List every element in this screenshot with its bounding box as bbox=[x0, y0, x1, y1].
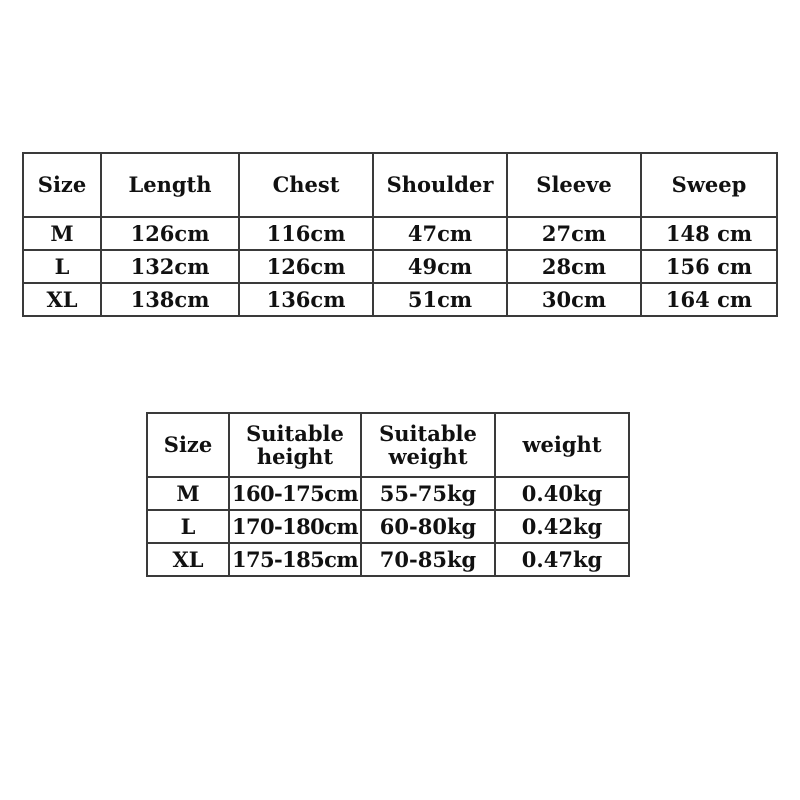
table-row bbox=[147, 477, 629, 510]
table-cell: 60-80kg bbox=[361, 510, 495, 543]
header-cell-weight bbox=[495, 413, 629, 477]
table-cell: 0.42kg bbox=[495, 510, 629, 543]
table-cell: 170-180cm bbox=[229, 510, 361, 543]
table-cell: 156 cm bbox=[641, 250, 777, 283]
header-cell-suitable-height bbox=[229, 413, 361, 477]
table-cell: 51cm bbox=[373, 283, 507, 316]
table-row bbox=[23, 250, 777, 283]
table-row bbox=[23, 217, 777, 250]
header-cell-suitable-weight bbox=[361, 413, 495, 477]
measurements-table bbox=[22, 152, 778, 317]
table-cell: 116cm bbox=[239, 217, 373, 250]
table-cell: XL bbox=[23, 283, 101, 316]
table-cell: M bbox=[23, 217, 101, 250]
header-cell-shoulder: Shoulder bbox=[373, 153, 507, 217]
table-cell: 27cm bbox=[507, 217, 641, 250]
header-cell-chest: Chest bbox=[239, 153, 373, 217]
table-cell: 55-75kg bbox=[361, 477, 495, 510]
table-cell: 0.40kg bbox=[495, 477, 629, 510]
table-cell: 126cm bbox=[101, 217, 239, 250]
table-row bbox=[147, 510, 629, 543]
table-cell: 30cm bbox=[507, 283, 641, 316]
fit-table bbox=[146, 412, 630, 577]
header-text-line2: height bbox=[256, 444, 334, 469]
table-header-row bbox=[23, 153, 777, 217]
table-cell: 126cm bbox=[239, 250, 373, 283]
table-header-row bbox=[147, 413, 629, 477]
header-cell-size bbox=[147, 413, 229, 477]
header-text: weight bbox=[522, 432, 602, 458]
table-cell: 0.47kg bbox=[495, 543, 629, 576]
table-cell: 132cm bbox=[101, 250, 239, 283]
header-cell-size: Size bbox=[23, 153, 101, 217]
header-text-line2: weight bbox=[388, 444, 468, 469]
table-cell: 138cm bbox=[101, 283, 239, 316]
table-cell: M bbox=[147, 477, 229, 510]
header-text: Size bbox=[163, 432, 213, 458]
header-cell-sweep: Sweep bbox=[641, 153, 777, 217]
header-cell-sleeve: Sleeve bbox=[507, 153, 641, 217]
table-cell: 164 cm bbox=[641, 283, 777, 316]
table-cell: 47cm bbox=[373, 217, 507, 250]
table-cell: 160-175cm bbox=[229, 477, 361, 510]
table-row bbox=[147, 543, 629, 576]
header-text-line1: Suitable bbox=[379, 420, 477, 446]
header-text-line1: Suitable bbox=[246, 420, 344, 446]
table-cell: 148 cm bbox=[641, 217, 777, 250]
table-cell: 49cm bbox=[373, 250, 507, 283]
table-row bbox=[23, 283, 777, 316]
table-cell: 28cm bbox=[507, 250, 641, 283]
table-cell: 175-185cm bbox=[229, 543, 361, 576]
table-cell: L bbox=[23, 250, 101, 283]
table-cell: XL bbox=[147, 543, 229, 576]
table-cell: L bbox=[147, 510, 229, 543]
table-cell: 70-85kg bbox=[361, 543, 495, 576]
header-cell-length: Length bbox=[101, 153, 239, 217]
table-cell: 136cm bbox=[239, 283, 373, 316]
